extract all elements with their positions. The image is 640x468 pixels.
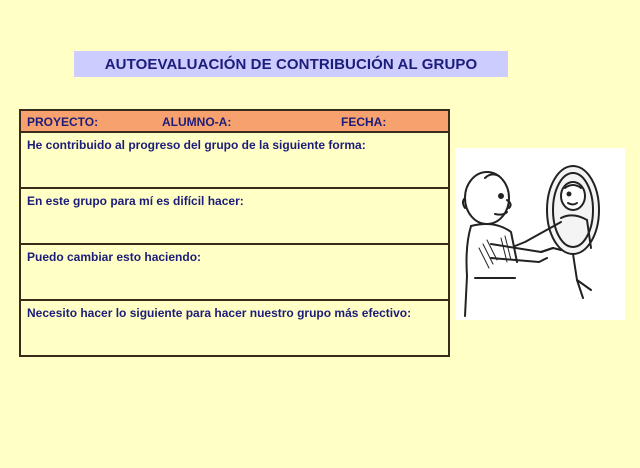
- page-title: AUTOEVALUACIÓN DE CONTRIBUCIÓN AL GRUPO: [74, 51, 508, 77]
- question-label: Necesito hacer lo siguiente para hacer nuestro grupo más efectivo:: [27, 306, 412, 320]
- proyecto-label: PROYECTO:: [27, 115, 99, 129]
- form-row-change[interactable]: [21, 245, 448, 301]
- form-row-difficulty[interactable]: [21, 189, 448, 245]
- self-evaluation-form: [19, 109, 450, 357]
- person-pointing-at-mirror-icon: [455, 148, 625, 320]
- question-label: He contribuido al progreso del grupo de la siguiente forma:: [27, 138, 366, 152]
- form-header: [21, 111, 448, 133]
- question-label: Puedo cambiar esto haciendo:: [27, 250, 202, 264]
- form-row-contribution[interactable]: [21, 133, 448, 189]
- form-row-improvement[interactable]: [21, 301, 448, 355]
- alumno-label: ALUMNO-A:: [162, 115, 232, 129]
- question-label: En este grupo para mí es difícil hacer:: [27, 194, 244, 208]
- fecha-label: FECHA:: [341, 115, 387, 129]
